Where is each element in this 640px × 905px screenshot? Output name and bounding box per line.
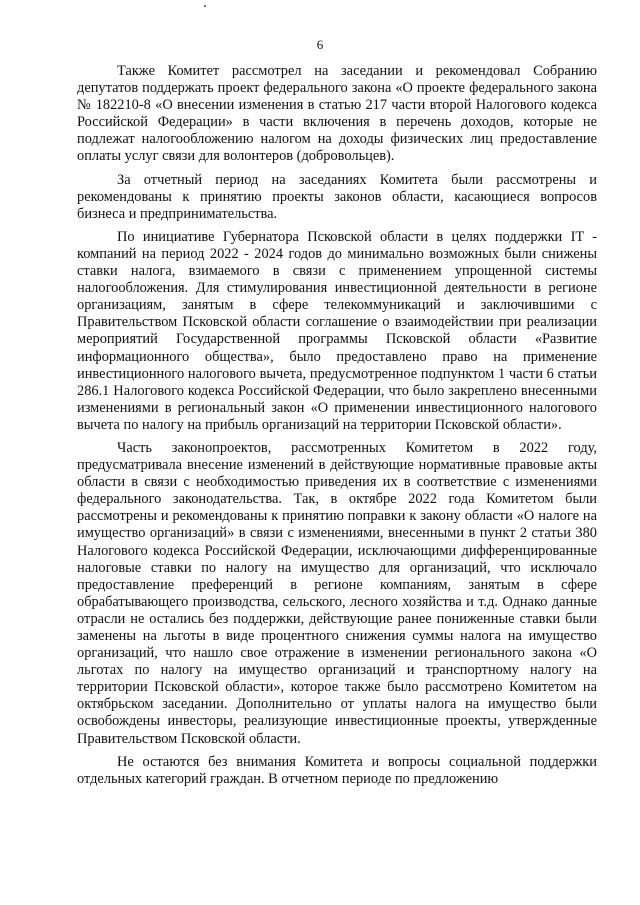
paragraph-it-support: По инициативе Губернатора Псковской области в целях поддержки IT - компаний на период 2022 - 2024 годов до минимально возможных были снижены ставки налога, взимаемого в связи с применением упрощенной системы налогообложения. Для стимулирования инвестиционной деятельности в регионе организациям, занятым в сфере телекоммуникаций и заключившими с Правительством Псковской области соглашение о взаимодействии при реализации мероприятий Государственной программы Псковской области «Развитие информационного общества», было предоставлено право на применение инвестиционного налогового вычета, предусмотренное подпунктом 1 части 6 статьи 286.1 Налогового кодекса Российской Федерации, что было закреплено внесенными изменениями в региональный закон «О применении инвестиционного налогового вычета по налогу на прибыль организаций на территории Псковской области». bbox=[77, 228, 597, 433]
page-number: 6 bbox=[316, 37, 324, 52]
scan-speck bbox=[204, 5, 206, 7]
document-body bbox=[77, 63, 597, 788]
paragraph-property-tax: Часть законопроектов, рассмотренных Комитетом в 2022 году, предусматривала внесение изменений в действующие нормативные правовые акты области в связи с необходимостью приведения их в соответствие с изменениями федерального законодательства. Так, в октябре 2022 года Комитетом были рассмотрены и рекомендованы к принятию поправки к закону области «О налоге на имущество организаций» в связи с изменениями, внесенными в пункт 2 статьи 380 Налогового кодекса Российской Федерации, исключающими дифференцированные налоговые ставки по налогу на имущество для организаций, что исключало предоставление преференций в регионе компаниям, занятым в сфере обрабатывающего производства, сельского, лесного хозяйства и т.д. Однако данные отрасли не остались без поддержки, действующие ранее пониженные ставки были заменены на льготы в виде процентного снижения суммы налога на имущество организаций, что нашло свое отражение в изменении регионального закона «О льготах по налогу на имущество организаций и транспортному налогу на территории Псковской области», которое также было рассмотрено Комитетом на октябрьском заседании. Дополнительно от уплаты налога на имущество были освобождены инвесторы, реализующие инвестиционные проекты, утвержденные Правительством Псковской области. bbox=[77, 439, 597, 747]
paragraph-social-support: Не остаются без внимания Комитета и вопросы социальной поддержки отдельных категорий граждан. В отчетном периоде по предложению bbox=[77, 753, 597, 787]
paragraph-committee-federal-bill: Также Комитет рассмотрел на заседании и рекомендовал Собранию депутатов поддержать проект федерального закона «О проекте федерального закона № 182210-8 «О внесении изменения в статью 217 части второй Налогового кодекса Российской Федерации» в части включения в перечень доходов, которые не подлежат налогообложению налогом на доходы физических лиц предоставление оплаты услуг связи для волонтеров (добровольцев). bbox=[77, 63, 597, 165]
paragraph-business-bills: За отчетный период на заседаниях Комитета были рассмотрены и рекомендованы к принятию проекты законов области, касающиеся вопросов бизнеса и предпринимательства. bbox=[77, 171, 597, 222]
